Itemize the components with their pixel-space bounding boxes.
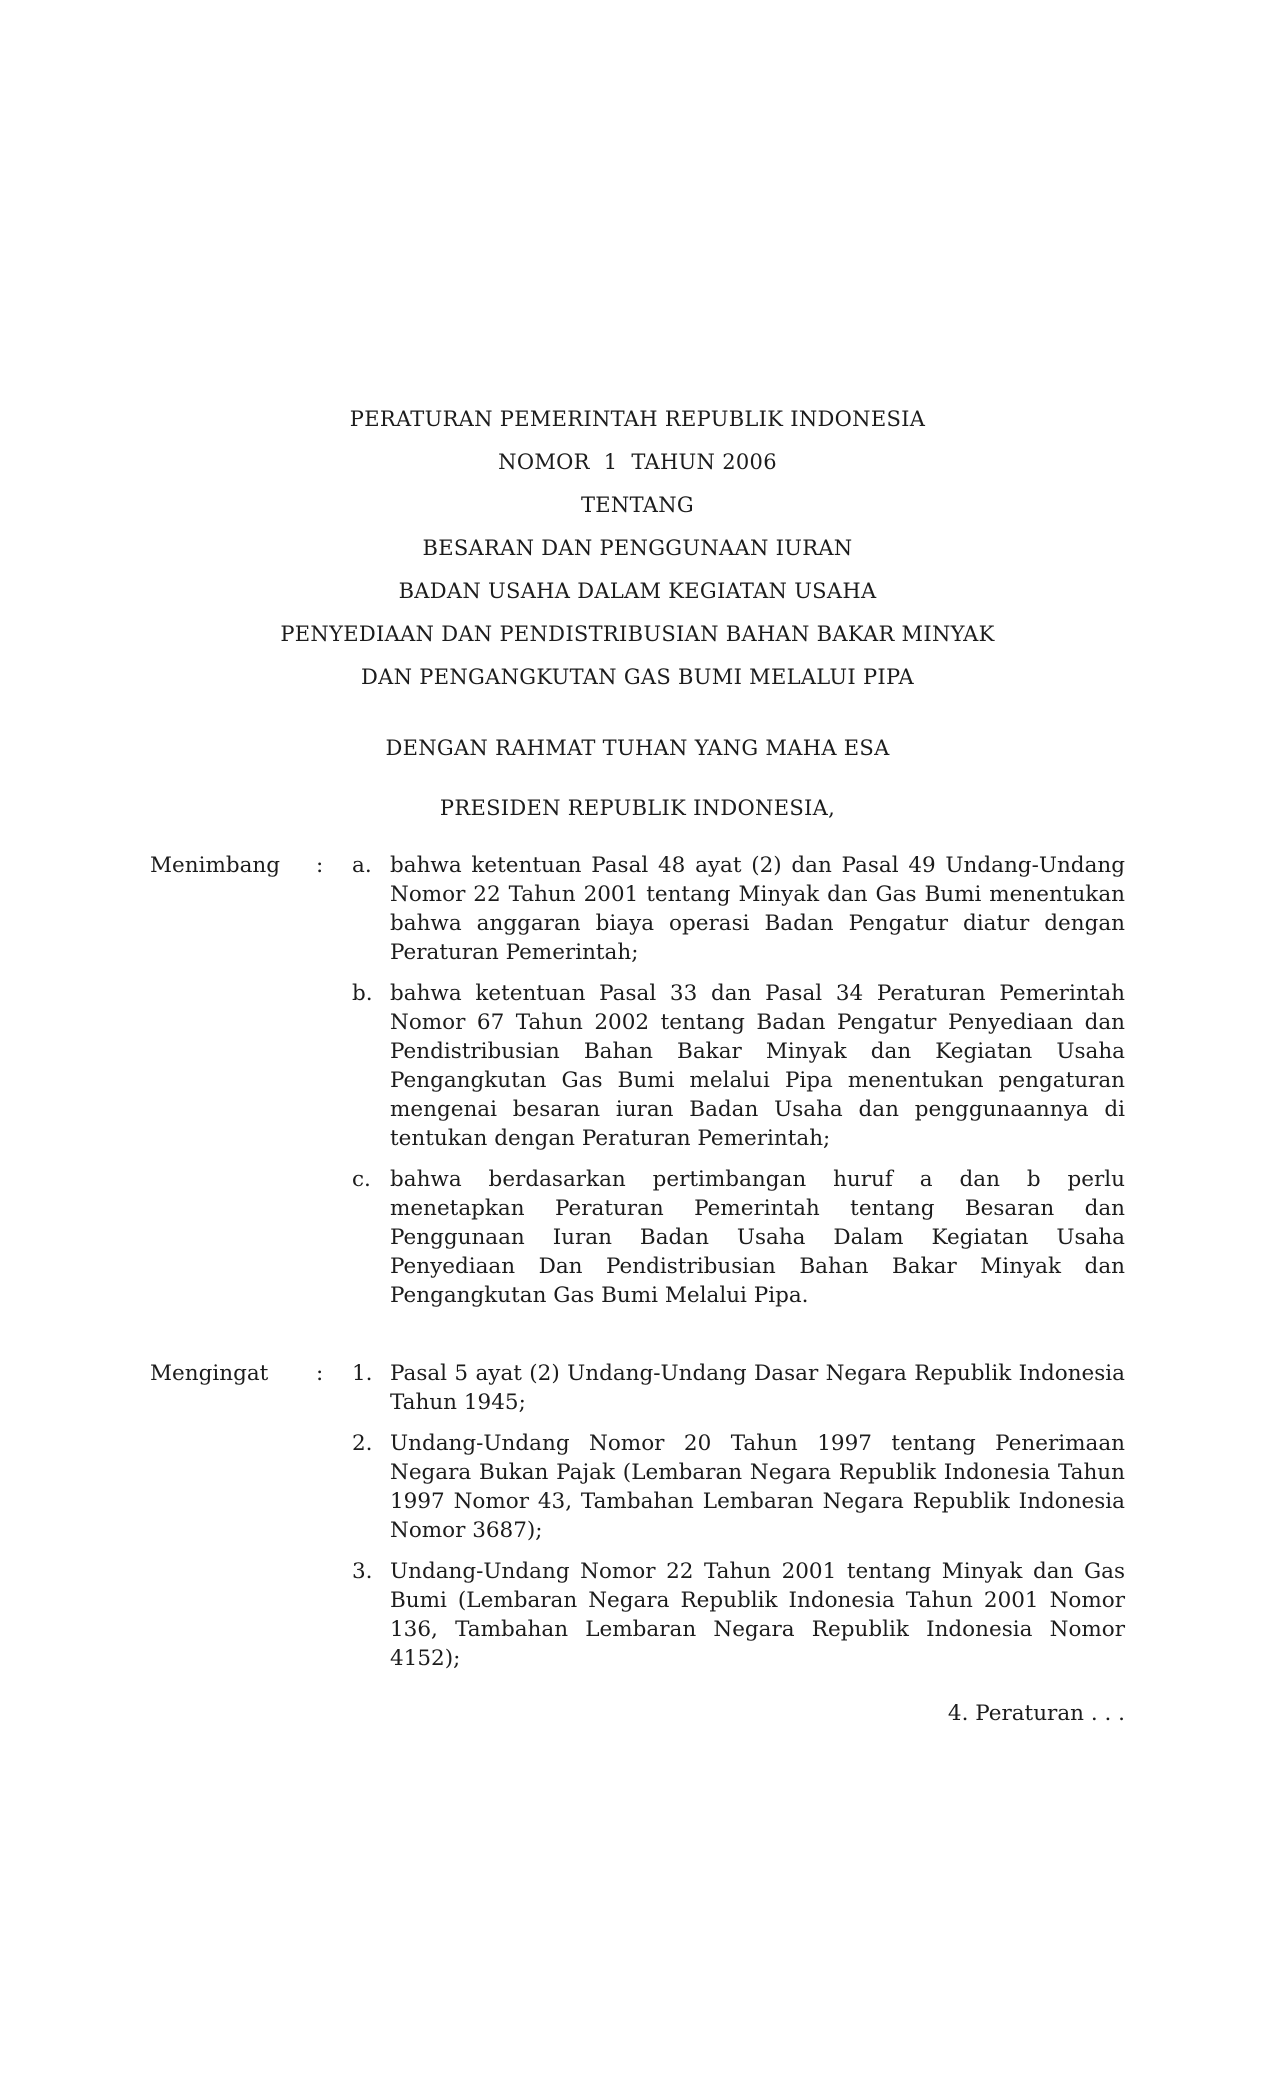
list-item-text: Undang-Undang Nomor 22 Tahun 2001 tentang Minyak dan Gas Bumi (Lembaran Negara Republik Indonesia Tahun 2001 Nomor 136, Tambahan Lembaran Negara Republik Indonesia Nomor 4152); <box>390 1559 1125 1671</box>
title-line-7: DAN PENGANGKUTAN GAS BUMI MELALUI PIPA <box>361 665 914 689</box>
list-item <box>352 851 1125 967</box>
preamble-invocation: DENGAN RAHMAT TUHAN YANG MAHA ESA <box>385 736 890 760</box>
title-line-2: NOMOR 1 TAHUN 2006 <box>498 450 777 474</box>
list-item <box>352 1557 1125 1673</box>
title-line-6: PENYEDIAAN DAN PENDISTRIBUSIAN BAHAN BAKAR MINYAK <box>280 622 995 646</box>
list-item-text: bahwa ketentuan Pasal 33 dan Pasal 34 Peraturan Pemerintah Nomor 67 Tahun 2002 tentang Badan Pengatur Penyediaan dan Pendistribusian Bahan Bakar Minyak dan Kegiatan Usaha Pengangkutan Gas Bumi melalui Pipa menentukan pengaturan mengenai besaran iuran Badan Usaha dan penggunaannya di tentukan dengan Peraturan Pemerintah; <box>390 981 1125 1151</box>
list-item-text: Undang-Undang Nomor 20 Tahun 1997 tentang Penerimaan Negara Bukan Pajak (Lembaran Negara Republik Indonesia Tahun 1997 Nomor 43, Tambahan Lembaran Negara Republik Indonesia Nomor 3687); <box>390 1431 1125 1543</box>
list-item <box>352 1359 1125 1417</box>
list-item <box>352 1165 1125 1310</box>
section-mengingat <box>150 1359 1125 1673</box>
document-content <box>150 0 1125 1728</box>
list-item <box>352 1429 1125 1545</box>
list-item-text: bahwa berdasarkan pertimbangan huruf a dan b perlu menetapkan Peraturan Pemerintah tentang Besaran dan Penggunaan Iuran Badan Usaha Dalam Kegiatan Usaha Penyediaan Dan Pendistribusian Bahan Bakar Minyak dan Pengangkutan Gas Bumi Melalui Pipa. <box>390 1167 1125 1308</box>
list-item-marker: b. <box>352 981 373 1006</box>
list-item-text: Pasal 5 ayat (2) Undang-Undang Dasar Negara Republik Indonesia Tahun 1945; <box>390 1361 1125 1415</box>
list-item-marker: 3. <box>352 1559 373 1584</box>
section-menimbang <box>150 851 1125 1310</box>
title-line-3: TENTANG <box>581 493 694 517</box>
list-item <box>352 979 1125 1153</box>
page-catchword: 4. Peraturan . . . <box>947 1701 1125 1726</box>
section-mengingat-items <box>352 1359 1125 1673</box>
preamble-authority: PRESIDEN REPUBLIK INDONESIA, <box>439 796 836 820</box>
list-item-marker: c. <box>352 1167 371 1192</box>
section-menimbang-label: Menimbang <box>150 853 281 878</box>
title-block <box>150 405 1125 692</box>
list-item-text: bahwa ketentuan Pasal 48 ayat (2) dan Pasal 49 Undang-Undang Nomor 22 Tahun 2001 tentang Minyak dan Gas Bumi menentukan bahwa anggaran biaya operasi Badan Pengatur diatur dengan Peraturan Pemerintah; <box>390 853 1125 965</box>
title-line-5: BADAN USAHA DALAM KEGIATAN USAHA <box>398 579 877 603</box>
list-item-marker: 1. <box>352 1361 373 1386</box>
section-mengingat-label: Mengingat <box>150 1361 269 1386</box>
list-item-marker: a. <box>352 853 372 878</box>
title-line-1: PERATURAN PEMERINTAH REPUBLIK INDONESIA <box>349 407 926 431</box>
title-line-4: BESARAN DAN PENGGUNAAN IURAN <box>422 536 853 560</box>
section-menimbang-items <box>352 851 1125 1310</box>
list-item-marker: 2. <box>352 1431 373 1456</box>
section-mengingat-colon: : <box>316 1361 324 1386</box>
section-menimbang-colon: : <box>316 853 324 878</box>
preamble-block <box>150 734 1125 823</box>
